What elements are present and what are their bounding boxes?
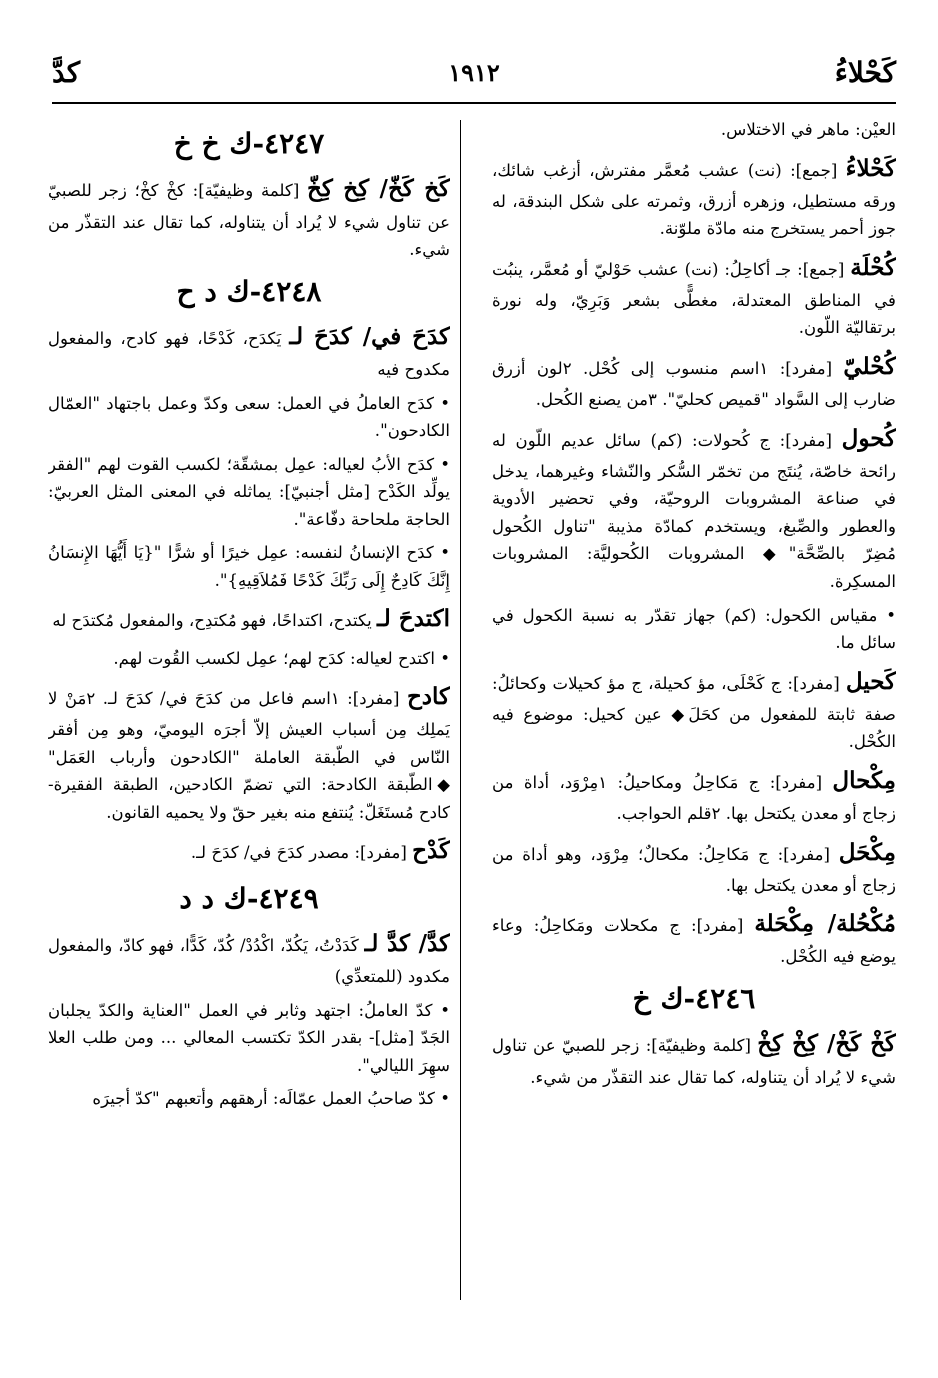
entry-definition: [مفرد]: ج مَكاحِلُ ومكاحيلُ: ١مِرْوَد، أداة من زجاج أو معدن يكتحل بها. ٢قلم الحواجب.	[492, 772, 896, 823]
entry-definition: يَكدَح، كَدْحًا، فهو كادح، والمفعول مكدوح فيه	[48, 329, 450, 380]
root-heading: ٤٢٤٨-ك د ح	[176, 274, 322, 308]
dictionary-entry	[48, 832, 450, 870]
entry-sense: • كدَح الإنسانُ لنفسه: عمِل خيرًا أو شرًّا "{يَا أَيُّهَا الإِنسَانُ إِنَّكَ كَادِحٌ إِلَى رَبِّكَ كَدْحًا فَمُلاَقِيهِ}".	[48, 543, 450, 590]
header-last-word: كدَّ	[52, 56, 81, 89]
entry-sense: • مقياس الكحول: (كم) جهاز تقدّر به نسبة الكحول في سائل ما.	[492, 605, 896, 653]
dictionary-entry	[48, 600, 450, 638]
entry-definition: [مفرد]: ج مَكاحِلُ: مكحالٌ؛ مِرْوَد، وهو أداة من زجاج أو معدن يكتحل بها.	[492, 844, 896, 895]
entry-definition: [كلمة وظيفيّة]: كخْ كخْ؛ زجر للصبيّ عن تناول شيء لا يُراد أن يتناوله، كما تقال عند التقذّر من شيء.	[48, 181, 450, 260]
right-column	[492, 116, 896, 1356]
entry-headword: كَدْح	[412, 837, 450, 865]
continued-text: العيْن: ماهر في الاختلاس.	[720, 120, 896, 139]
entry-headword: اكتدحَ لـ	[377, 605, 450, 633]
dictionary-entry	[492, 663, 896, 756]
entry-headword: كُحْلَة	[850, 253, 896, 281]
entry-definition: [كلمة وظيفيّة]: زجر للصبيّ عن تناول شيء لا يُراد أن يتناوله، كما تقال عند التقذّر من شيء.	[492, 1036, 896, 1087]
entry-headword: كَخ كَخّ/ كِخ كِخّ	[307, 175, 450, 203]
entry-definition: [مفرد]: ١اسم فاعل من كدَحَ في/ كدَحَ لـ. ٢مَنْ لا يَملِك مِن أسباب العيش إلاّ أجرَه اليوميّ، وهو مِن أفقر النّاس في الطّبقة العاملة "الكادحون وأرباب العَمَل" ◆الطّبقة الكادحة: التي تضمّ الكادحين، الطبقة الفقيرة- كادح مُستَغَلّ: يُنتفع منه بغير حقّ ولا يحميه القانون.	[48, 689, 450, 822]
entry-definition: [جمع]: (نت) عشب مُعمَّر مفترش، أزغب شائك، ورقه مستطيل، وزهره أزرق، وثمرته على شكل البندقة، له جوز أحمر يستخرج منه مادّة ملوّنة.	[492, 160, 896, 239]
root-heading: ٤٢٤٦-ك خ	[632, 981, 756, 1015]
entry-headword: مِكْحَل	[838, 838, 896, 866]
dictionary-entry	[492, 150, 896, 243]
entry-definition: [مفرد]: ج كَحْلَى، مؤ كحيلة، ج مؤ كحيلات وكحائلُ: صفة ثابتة للمفعول من كحَلَ◆ عين كحيل: موضوع فيه الكُحْل.	[492, 673, 896, 752]
dictionary-entry	[492, 420, 896, 596]
entry-headword: مِكْحال	[832, 766, 896, 794]
entry-definition: [مفرد]: ج كُحولات: (كم) سائل عديم اللّون له رائحة خاصّة، يُنتَج من تخمّر السُّكر والنّشاء وغيرهما، يدخل في صناعة المشروبات الروحيّة، وفي تحضير الأدوية والعطور والصِّبغ، ويستخدم كمادّة مذيبة "تناول الكُحول مُضِرّ بالصِّحَّة"◆ المشروبات الكُحوليَّة: المشروبات المسكِرة.	[492, 430, 896, 591]
dictionary-entry	[48, 170, 450, 263]
entry-definition: [مفرد]: مصدر كدَحَ في/ كدَحَ لـ.	[190, 843, 413, 863]
entry-sense: • كدَح الأبُ لعياله: عمِل بمشقّة؛ لكسب القوت لهم "الفقر يولِّد الكَدْح [مثل أجنبيّ]: يماثله في المعنى المثل العربيّ: الحاجة ملحاحة دفّاعة".	[48, 454, 450, 529]
entry-sense: • كدّ صاحبُ العمل عمّالَه: أرهقهم وأتعبهم "كدّ أجيرَه	[92, 1089, 450, 1109]
column-divider	[460, 120, 461, 1300]
dictionary-entry	[48, 925, 450, 991]
page-number: ١٩١٢	[448, 58, 500, 87]
dictionary-entry	[48, 318, 450, 384]
entry-definition: كَدَدْتُ، يَكُدّ، اكْدُدْ/ كُدّ، كَدًّا، فهو كادّ، والمفعول مكدود (للمتعدِّي)	[48, 936, 450, 987]
dictionary-entry	[492, 762, 896, 828]
entry-sense: • اكتدح لعياله: كدَح لهم؛ عمِل لكسب القُوت لهم.	[113, 648, 450, 668]
dictionary-entry	[492, 249, 896, 342]
entry-headword: كادح	[406, 683, 450, 711]
entry-headword: مُكْحُلة/ مِكْحَلة	[754, 910, 896, 938]
entry-headword: كَحيل	[845, 667, 896, 695]
entry-headword: كدَحَ في/ كدَحَ لـ	[289, 323, 450, 351]
root-heading: ٤٢٤٧-ك خ خ	[173, 127, 325, 160]
entry-definition: [جمع]: جـ أكاحِلُ: (نت) عشب حَوْليّ أو مُعمَّر، ينبُت في المناطق المعتدلة، مغطًّى بشعر وَبَرِيّ، وله نورة برتقاليّة اللّون.	[492, 259, 896, 338]
dictionary-entry	[492, 1025, 896, 1091]
header-rule	[52, 102, 896, 104]
dictionary-entry	[492, 834, 896, 900]
entry-headword: كَحْلاءُ	[845, 154, 896, 182]
page-header	[52, 52, 896, 98]
dictionary-entry	[492, 905, 896, 971]
header-first-word: كَحْلاءُ	[834, 56, 896, 89]
dictionary-entry	[48, 678, 450, 826]
entry-headword: كدَّ/ كدَّ لـ	[364, 930, 450, 957]
entry-definition: [مفرد]: ١اسم منسوب إلى كُحْل. ٢لون أزرق ضارب إلى السَّواد "قميص كحليّ". ٣من يصنع الكُحل.	[492, 359, 896, 410]
root-heading: ٤٢٤٩-ك د د	[179, 881, 319, 915]
entry-headword: كُحْليّ	[843, 353, 896, 380]
entry-headword: كُحول	[841, 424, 896, 452]
entry-definition: [مفرد]: ج مكحلات ومَكاحِلُ: وعاء يوضع فيه الكُحْل.	[492, 916, 896, 967]
entry-sense: • كدّ العاملُ: اجتهد وثابر في العمل "العناية والكدّ يجلبان الجَدّ [مثل]- بقدر الكدّ تكتسب المعالي ... ومن طلب العلا سهِرَ الليالي".	[48, 1000, 450, 1075]
left-column	[48, 116, 450, 1356]
entry-headword: كَخْ كَخْ/ كِخْ كِخْ	[757, 1030, 896, 1058]
entry-definition: يكتدح، اكتداحًا، فهو مُكتدِح، والمفعول مُكتدَح له	[52, 611, 378, 631]
dictionary-entry	[492, 348, 896, 414]
entry-sense: • كدَح العاملُ في العمل: سعى وكدّ وعمل باجتهاد "العمّال الكادحون".	[48, 393, 450, 441]
